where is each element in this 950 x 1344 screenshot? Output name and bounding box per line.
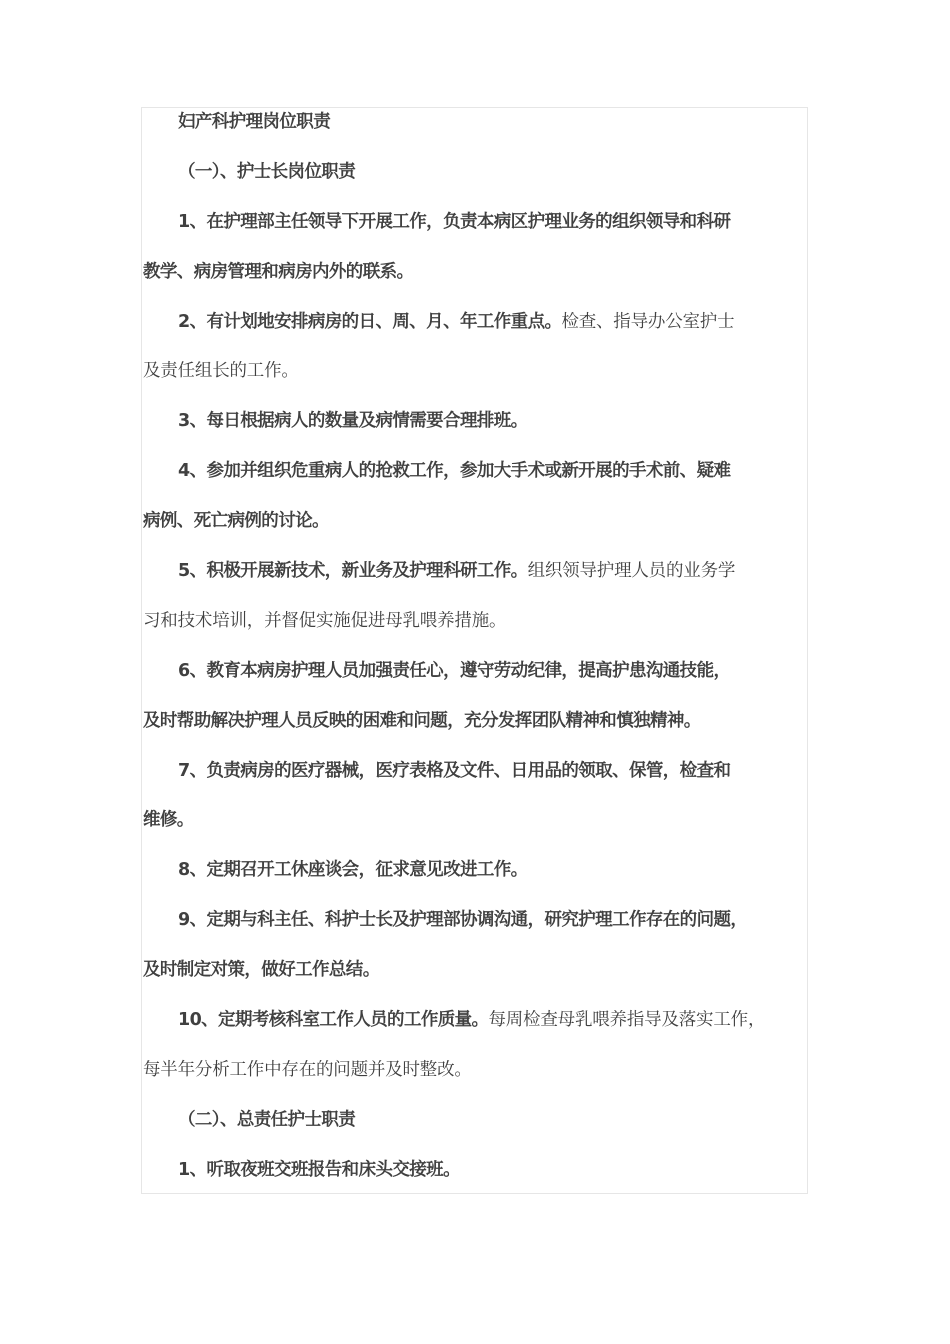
duty-item-8: 8、定期召开工休座谈会，征求意见改进工作。 bbox=[178, 860, 528, 881]
duty-item-7-line-1: 7、负责病房的医疗器械，医疗表格及文件、日用品的领取、保管，检查和 bbox=[178, 760, 731, 781]
duty-item-2-line-1 bbox=[143, 308, 808, 358]
duty-item-2-line-2: 及责任组长的工作。 bbox=[143, 361, 299, 382]
duty-item-2-normal: 检查、指导办公室护士 bbox=[561, 311, 735, 332]
duty-item-5-line-2: 习和技术培训，并督促实施促进母乳喂养措施。 bbox=[143, 610, 507, 631]
duty-item-9-line-1: 9、定期与科主任、科护士长及护理部协调沟通，研究护理工作存在的问题， bbox=[178, 910, 748, 931]
duty-item-2-bold: 2、有计划地安排病房的日、周、月、年工作重点。 bbox=[178, 311, 562, 332]
primary-nurse-item-1: 1、听取夜班交班报告和床头交接班。 bbox=[178, 1159, 460, 1180]
section-heading-head-nurse: （一）、护士长岗位职责 bbox=[178, 161, 356, 182]
duty-item-5-normal: 组织领导护理人员的业务学 bbox=[527, 561, 736, 582]
duty-item-10-line-1 bbox=[143, 1006, 808, 1056]
duty-item-6-line-1: 6、教育本病房护理人员加强责任心，遵守劳动纪律，提高护患沟通技能， bbox=[178, 660, 731, 681]
duty-item-6-line-2: 及时帮助解决护理人员反映的困难和问题，充分发挥团队精神和慎独精神。 bbox=[143, 710, 701, 731]
duty-item-1-line-2: 教学、病房管理和病房内外的联系。 bbox=[143, 261, 414, 282]
document-title: 妇产科护理岗位职责 bbox=[178, 112, 331, 132]
duty-item-10-line-2: 每半年分析工作中存在的问题并及时整改。 bbox=[143, 1059, 472, 1080]
duty-item-10-bold: 10、定期考核科室工作人员的工作质量。 bbox=[178, 1010, 489, 1031]
duty-item-4-line-2: 病例、死亡病例的讨论。 bbox=[143, 511, 329, 532]
duty-item-10-normal: 每周检查母乳喂养指导及落实工作， bbox=[488, 1010, 766, 1031]
duty-item-3: 3、每日根据病人的数量及病情需要合理排班。 bbox=[178, 411, 528, 432]
duty-item-4-line-1: 4、参加并组织危重病人的抢救工作，参加大手术或新开展的手术前、疑难 bbox=[178, 461, 731, 482]
section-heading-primary-nurse: （二）、总责任护士职责 bbox=[178, 1109, 356, 1130]
document-body bbox=[143, 108, 808, 1206]
duty-item-5-bold: 5、积极开展新技术，新业务及护理科研工作。 bbox=[178, 561, 528, 582]
duty-item-5-line-1 bbox=[143, 557, 808, 607]
duty-item-1-line-1: 1、在护理部主任领导下开展工作，负责本病区护理业务的组织领导和科研 bbox=[178, 211, 731, 232]
duty-item-9-line-2: 及时制定对策，做好工作总结。 bbox=[143, 960, 380, 981]
duty-item-7-line-2: 维修。 bbox=[143, 810, 194, 831]
